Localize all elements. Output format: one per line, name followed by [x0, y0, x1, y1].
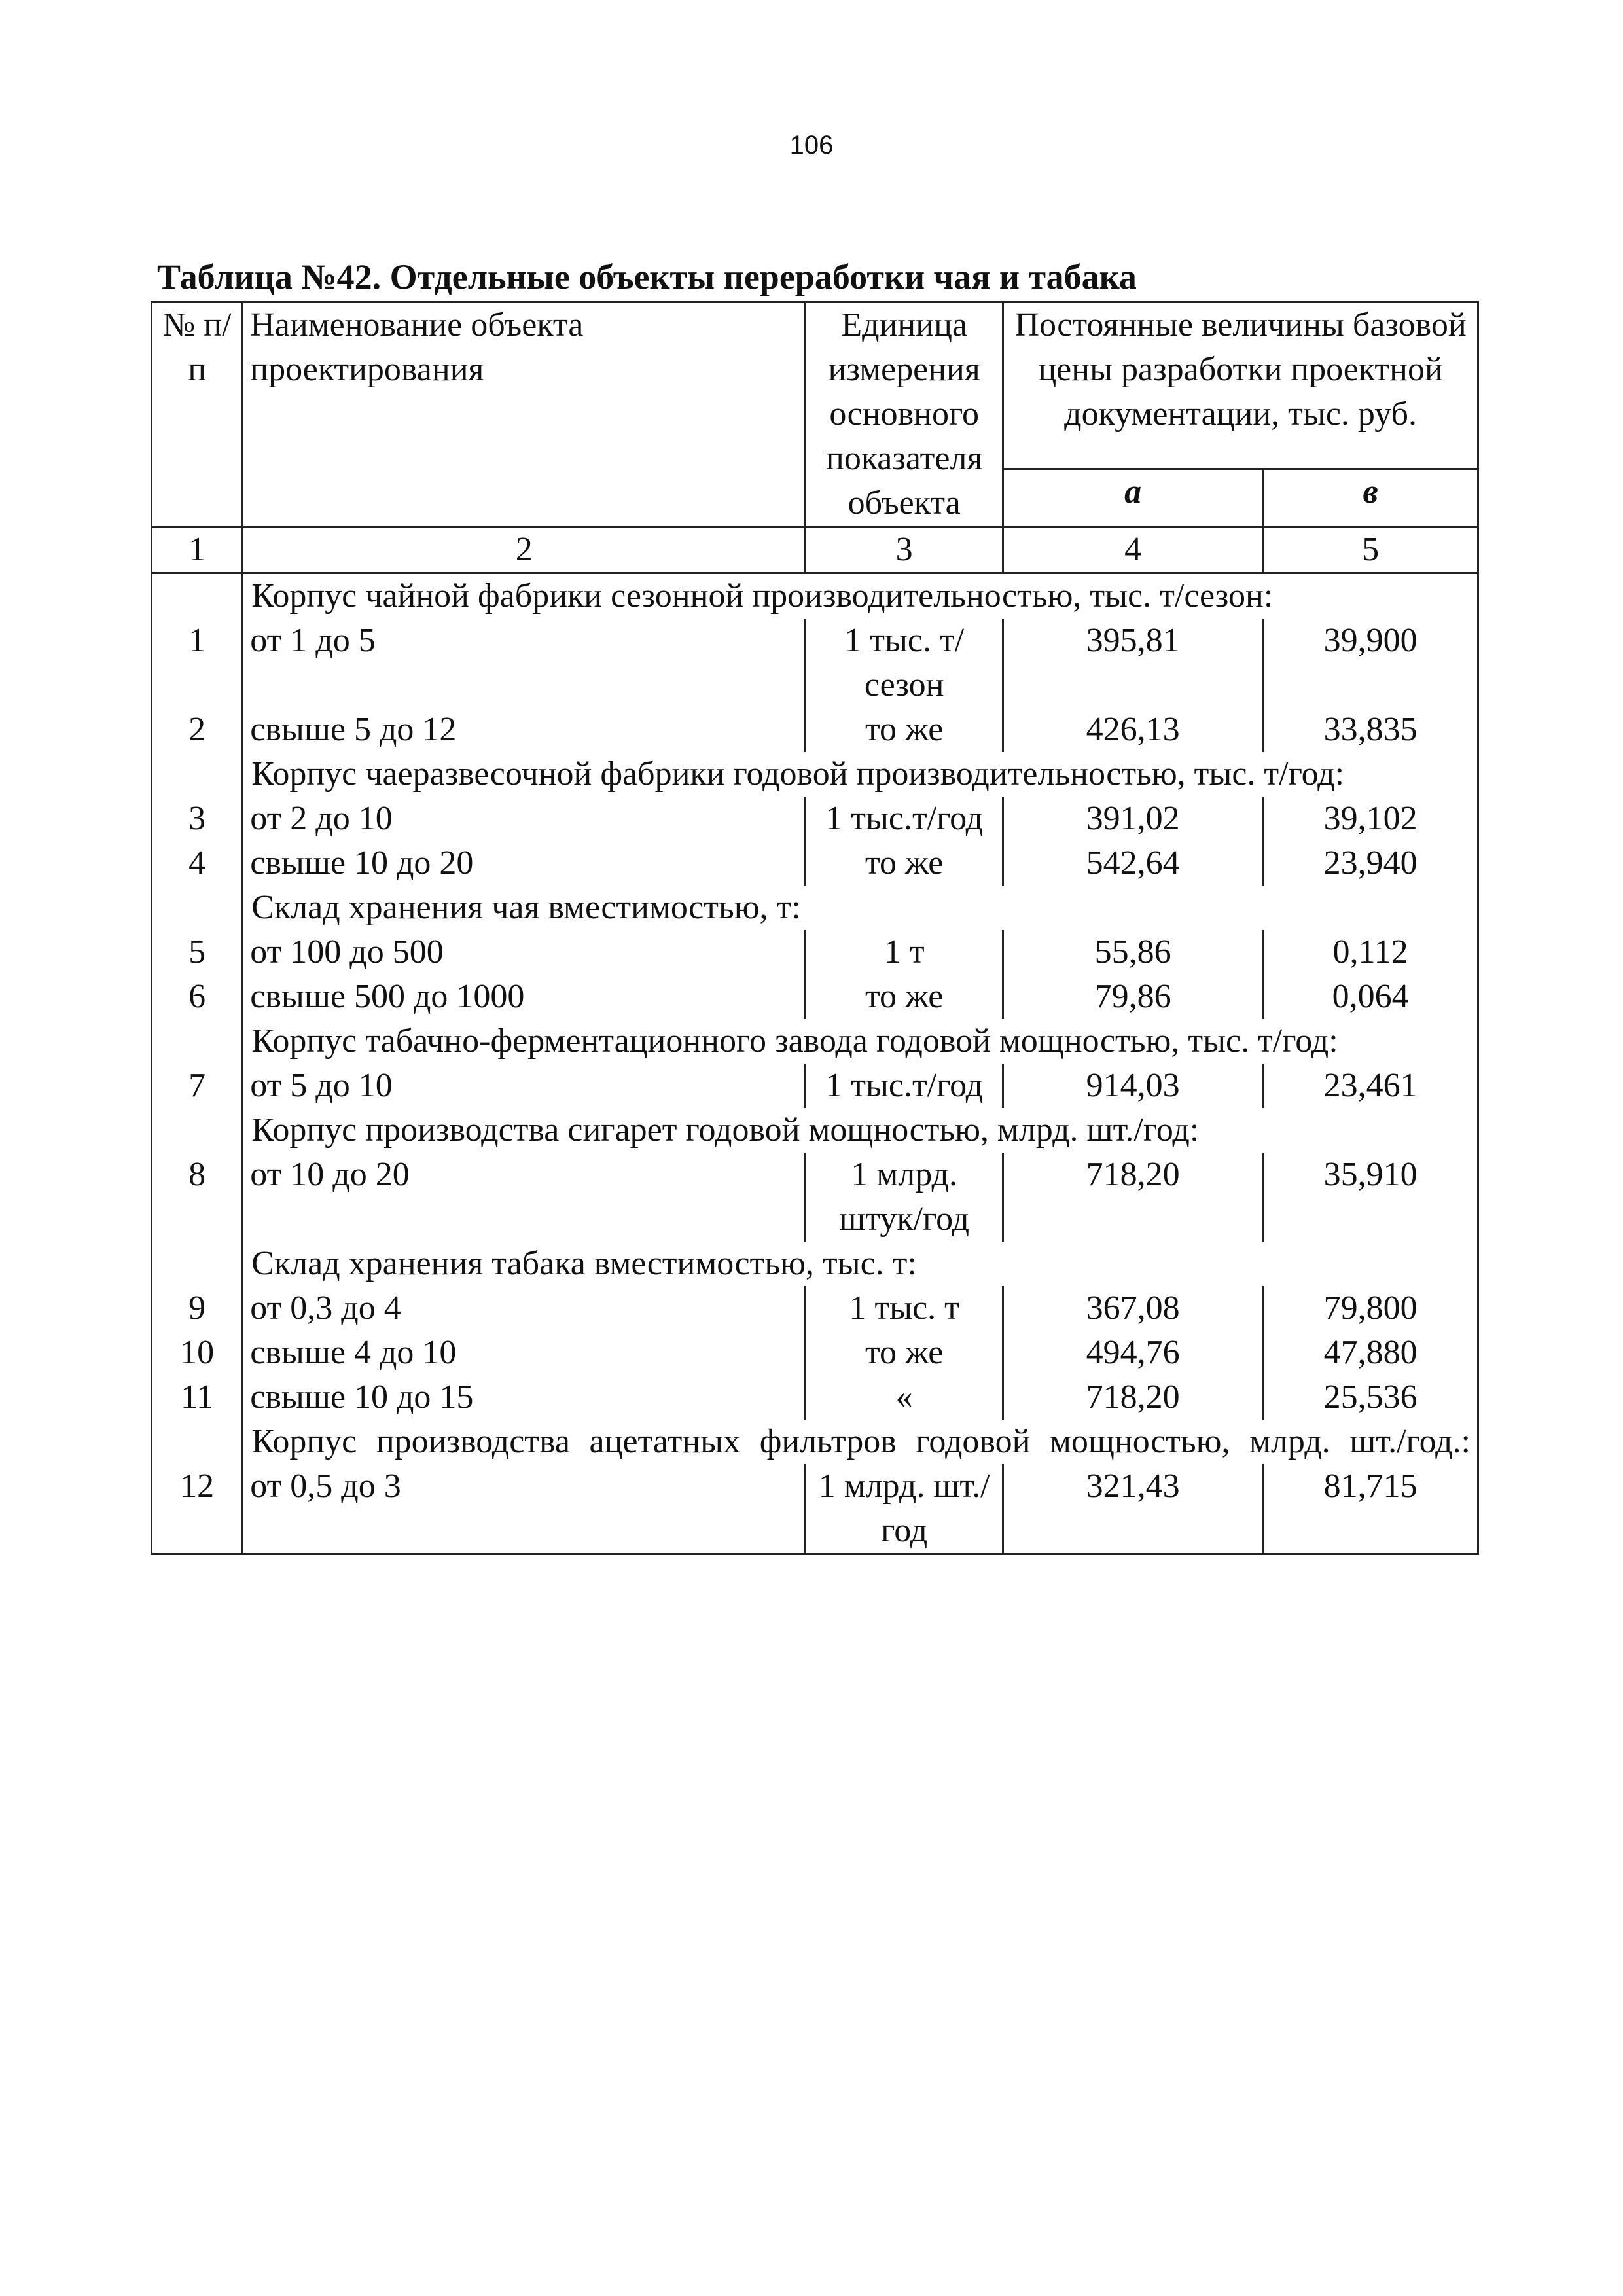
- value-b: 23,940: [1263, 841, 1478, 886]
- object-name: от 2 до 10: [243, 797, 806, 841]
- row-number: 1: [152, 619, 243, 708]
- row-number: 9: [152, 1286, 243, 1331]
- object-name: свыше 4 до 10: [243, 1331, 806, 1375]
- value-b: 23,461: [1263, 1064, 1478, 1108]
- unit-cell: то же: [806, 1331, 1003, 1375]
- row-number: 12: [152, 1464, 243, 1554]
- header-unit: Единица измерения основного показателя объекта: [806, 302, 1003, 527]
- object-name: от 0,3 до 4: [243, 1286, 806, 1331]
- section-heading: Склад хранения табака вместимостью, тыс. т:: [243, 1242, 1478, 1286]
- table-row: [152, 797, 1478, 841]
- section-heading: Корпус чаеразвесочной фабрики годовой производительностью, тыс. т/год:: [243, 752, 1478, 797]
- table-row: [152, 1153, 1478, 1242]
- unit-cell: то же: [806, 975, 1003, 1019]
- value-a: 914,03: [1003, 1064, 1263, 1108]
- table-header: [152, 302, 1478, 573]
- object-name: свыше 10 до 20: [243, 841, 806, 886]
- object-name: свыше 500 до 1000: [243, 975, 806, 1019]
- table-row: [152, 1464, 1478, 1554]
- section-row: [152, 1242, 1478, 1286]
- value-a: 542,64: [1003, 841, 1263, 886]
- value-b: 33,835: [1263, 708, 1478, 752]
- section-row: [152, 1019, 1478, 1064]
- table-row: [152, 1064, 1478, 1108]
- table-row: [152, 930, 1478, 975]
- value-b: 47,880: [1263, 1331, 1478, 1375]
- header-a: а: [1003, 469, 1263, 527]
- row-number: [152, 1420, 243, 1464]
- row-number: 4: [152, 841, 243, 886]
- unit-cell: 1 тыс. т/сезон: [806, 619, 1003, 708]
- value-a: 718,20: [1003, 1375, 1263, 1420]
- value-a: 718,20: [1003, 1153, 1263, 1242]
- object-name: от 5 до 10: [243, 1064, 806, 1108]
- row-number: [152, 1019, 243, 1064]
- section-heading: Корпус производства ацетатных фильтров годовой мощностью, млрд. шт./год.:: [243, 1420, 1478, 1464]
- row-number: [152, 1242, 243, 1286]
- section-heading: Корпус производства сигарет годовой мощностью, млрд. шт./год:: [243, 1108, 1478, 1153]
- value-a: 426,13: [1003, 708, 1263, 752]
- table-row: [152, 1375, 1478, 1420]
- unit-cell: 1 тыс.т/год: [806, 797, 1003, 841]
- header-b: в: [1263, 469, 1478, 527]
- value-a: 55,86: [1003, 930, 1263, 975]
- section-row: [152, 573, 1478, 619]
- value-b: 79,800: [1263, 1286, 1478, 1331]
- header-const: Постоянные величины базовой цены разработки проектной документации, тыс. руб.: [1003, 302, 1478, 469]
- header-num: № п/п: [152, 302, 243, 527]
- section-row: [152, 1108, 1478, 1153]
- value-b: 39,900: [1263, 619, 1478, 708]
- value-a: 321,43: [1003, 1464, 1263, 1554]
- object-name: от 0,5 до 3: [243, 1464, 806, 1554]
- section-heading: Корпус табачно-ферментационного завода годовой мощностью, тыс. т/год:: [243, 1019, 1478, 1064]
- row-number: 3: [152, 797, 243, 841]
- value-a: 494,76: [1003, 1331, 1263, 1375]
- object-name: от 100 до 500: [243, 930, 806, 975]
- row-number: 8: [152, 1153, 243, 1242]
- table-body: [152, 573, 1478, 1554]
- row-number: 6: [152, 975, 243, 1019]
- column-number: 5: [1263, 527, 1478, 573]
- table-row: [152, 619, 1478, 708]
- column-numbers-row: [152, 527, 1478, 573]
- table-row: [152, 1331, 1478, 1375]
- row-number: [152, 752, 243, 797]
- value-b: 0,112: [1263, 930, 1478, 975]
- table-row: [152, 975, 1478, 1019]
- section-heading: Склад хранения чая вместимостью, т:: [243, 886, 1478, 930]
- object-name: свыше 5 до 12: [243, 708, 806, 752]
- value-a: 391,02: [1003, 797, 1263, 841]
- column-number: 4: [1003, 527, 1263, 573]
- cost-table: [151, 301, 1479, 1555]
- table-row: [152, 841, 1478, 886]
- row-number: 7: [152, 1064, 243, 1108]
- value-b: 35,910: [1263, 1153, 1478, 1242]
- header-name: Наименование объекта проектирования: [243, 302, 806, 527]
- column-number: 1: [152, 527, 243, 573]
- column-number: 2: [243, 527, 806, 573]
- value-b: 25,536: [1263, 1375, 1478, 1420]
- section-row: [152, 1420, 1478, 1464]
- unit-cell: 1 т: [806, 930, 1003, 975]
- section-row: [152, 886, 1478, 930]
- column-number: 3: [806, 527, 1003, 573]
- row-number: 2: [152, 708, 243, 752]
- object-name: свыше 10 до 15: [243, 1375, 806, 1420]
- row-number: [152, 573, 243, 619]
- value-b: 0,064: [1263, 975, 1478, 1019]
- unit-cell: то же: [806, 708, 1003, 752]
- page-number: 106: [789, 131, 834, 160]
- unit-cell: то же: [806, 841, 1003, 886]
- value-a: 367,08: [1003, 1286, 1263, 1331]
- value-a: 395,81: [1003, 619, 1263, 708]
- object-name: от 10 до 20: [243, 1153, 806, 1242]
- header-row: [152, 302, 1478, 469]
- row-number: [152, 1108, 243, 1153]
- value-a: 79,86: [1003, 975, 1263, 1019]
- table-title: Таблица №42. Отдельные объекты переработки чая и табака: [157, 257, 1137, 296]
- row-number: 11: [152, 1375, 243, 1420]
- unit-cell: 1 тыс. т: [806, 1286, 1003, 1331]
- table-row: [152, 708, 1478, 752]
- row-number: 10: [152, 1331, 243, 1375]
- value-b: 81,715: [1263, 1464, 1478, 1554]
- section-row: [152, 752, 1478, 797]
- section-heading: Корпус чайной фабрики сезонной производительностью, тыс. т/сезон:: [243, 573, 1478, 619]
- unit-cell: 1 млрд. шт./год: [806, 1464, 1003, 1554]
- table-row: [152, 1286, 1478, 1331]
- row-number: [152, 886, 243, 930]
- object-name: от 1 до 5: [243, 619, 806, 708]
- unit-cell: 1 млрд. штук/год: [806, 1153, 1003, 1242]
- unit-cell: «: [806, 1375, 1003, 1420]
- row-number: 5: [152, 930, 243, 975]
- value-b: 39,102: [1263, 797, 1478, 841]
- unit-cell: 1 тыс.т/год: [806, 1064, 1003, 1108]
